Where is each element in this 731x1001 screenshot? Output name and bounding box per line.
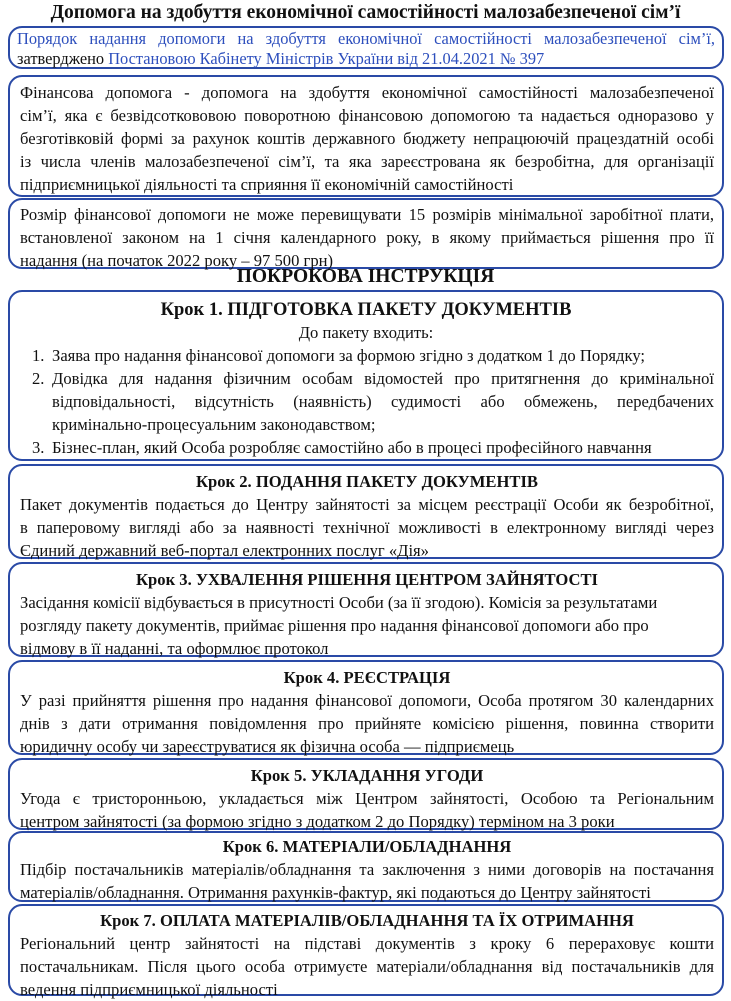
source-line-2	[17, 49, 715, 69]
amount-line: надання (на початок 2022 року – 97 500 грн)	[20, 251, 334, 270]
source-prefix: затверджено	[17, 49, 109, 68]
step-6-title: Крок 6. МАТЕРІАЛИ/ОБЛАДНАННЯ	[222, 837, 512, 856]
step-3-line: розгляду пакету документів, приймає рішення про надання фінансової допомоги або про	[20, 616, 649, 635]
step-3-title: Крок 3. УХВАЛЕННЯ РІШЕННЯ ЦЕНТРОМ ЗАЙНЯТОСТІ	[136, 570, 598, 589]
source-line-1: Порядок надання допомоги на здобуття економічної самостійності малозабезпеченої сім’ї,	[17, 29, 715, 48]
definition-line: сім’ї, яка є безвідсоткововою поворотною фінансовою допомогою та надається одноразово у	[20, 106, 714, 125]
step-5-line: Угода є тристоронньою, укладається між Центром зайнятості, Особою та Регіональним	[20, 789, 714, 808]
step-4-line: днів з дати отримання повідомлення про прийняте комісією рішення, повинна створити	[20, 714, 714, 733]
step-3-box	[8, 562, 724, 657]
list-item-text: відповідальності, відсутність (наявність) судимості або обмежень, передбачених	[52, 392, 714, 411]
step-1-title: Крок 1. ПІДГОТОВКА ПАКЕТУ ДОКУМЕНТІВ	[160, 300, 572, 320]
step-6-line: матеріалів/обладнання. Отримання рахунків-фактур, які подаються до Центру зайнятості	[20, 883, 651, 902]
definition-line: із числа членів малозабезпеченої сім’ї, та яка зареєстрована як безробітна, для організації	[20, 152, 714, 171]
list-item-text: Бізнес-план, який Особа розробляє самостійно або в процесі професійного навчання	[52, 438, 652, 457]
list-item	[18, 436, 714, 459]
step-7-title: Крок 7. ОПЛАТА МАТЕРІАЛІВ/ОБЛАДНАННЯ ТА ЇХ ОТРИМАННЯ	[100, 911, 634, 930]
step-3-line: Засідання комісії відбувається в присутності Особи (за її згодою). Комісія за результатами	[20, 593, 658, 612]
definition-line: підприємницької діяльності та сприяння її економічній самостійності	[20, 175, 514, 194]
step-4-line: У разі прийняття рішення про надання фінансової допомоги, Особа протягом 30 календарних	[20, 691, 714, 710]
list-item	[18, 344, 714, 367]
instruction-title: ПОКРОКОВА ІНСТРУКЦІЯ	[236, 266, 495, 287]
step-1-intro: До пакету входить:	[298, 323, 434, 342]
resolution-link[interactable]: Постановою Кабінету Міністрів України від 21.04.2021 № 397	[108, 49, 545, 68]
step-5-box	[8, 758, 724, 830]
step-6-box	[8, 831, 724, 902]
amount-box	[8, 198, 724, 269]
step-2-box	[8, 464, 724, 559]
definition-line: Фінансова допомога - допомога на здобуття економічної самостійності малозабезпеченої	[20, 83, 714, 102]
step-2-line: Пакет документів подається до Центру зайнятості за місцем реєстрації Особи як безробітної,	[20, 495, 714, 514]
step-3-line: відмову в її наданні, та оформлює протокол	[20, 639, 329, 658]
amount-line: Розмір фінансової допомоги не може перевищувати 15 розмірів мінімальної заробітної плати,	[20, 205, 714, 224]
list-item-number: 3.	[32, 438, 45, 457]
list-item-text: Заява про надання фінансової допомоги за формою згідно з додатком 1 до Порядку;	[52, 346, 646, 365]
step-7-box	[8, 904, 724, 999]
list-item-text: Довідка для надання фізичним особам відомостей про притягнення до кримінальної	[52, 369, 714, 388]
step-4-box	[8, 660, 724, 755]
step-7-line: ведення підприємницької діяльності	[20, 980, 278, 999]
step-4-title: Крок 4. РЕЄСТРАЦІЯ	[283, 668, 451, 687]
source-box	[8, 26, 724, 69]
amount-line: встановленої законом на 1 січня календарного року, в якому приймається рішення про її	[20, 228, 714, 247]
definition-box	[8, 75, 724, 197]
step-5-title: Крок 5. УКЛАДАННЯ УГОДИ	[250, 766, 484, 785]
step-4-line: юридичну особу чи зареєструватися як фізична особа — підприємець	[20, 737, 515, 756]
step-7-line: Регіональний центр зайнятості на підставі документів з кроку 6 перераховує кошти	[20, 934, 714, 953]
step-2-line: Єдиний державний веб-портал електронних послуг «Дія»	[20, 541, 429, 560]
step-1-box	[8, 290, 724, 461]
list-item-number: 1.	[32, 346, 45, 365]
step-5-line: центром зайнятості (за формою згідно з додатком 2 до Порядку) терміном на 3 роки	[20, 812, 615, 831]
page-title: Допомога на здобуття економічної самостійності малозабезпеченої сім’ї	[50, 2, 681, 23]
step-6-line: Підбір постачальників матеріалів/обладнання та заключення з ними договорів на постачання	[20, 860, 714, 879]
step-2-title: Крок 2. ПОДАННЯ ПАКЕТУ ДОКУМЕНТІВ	[195, 472, 538, 491]
step-2-line: в паперовому вигляді або за наявності технічної можливості в електронному вигляді через	[20, 518, 714, 537]
list-item-text: кримінально-процесуальним законодавством;	[52, 415, 376, 434]
definition-line: безготівковій формі за рахунок коштів державного бюджету непрацюючій працездатній особі	[20, 129, 714, 148]
list-item	[18, 367, 714, 436]
step-7-line: постачальникам. Після цього особа отримуєте матеріали/обладнання від постачальників для	[20, 957, 714, 976]
documents-list	[18, 344, 714, 459]
list-item-number: 2.	[32, 369, 45, 388]
